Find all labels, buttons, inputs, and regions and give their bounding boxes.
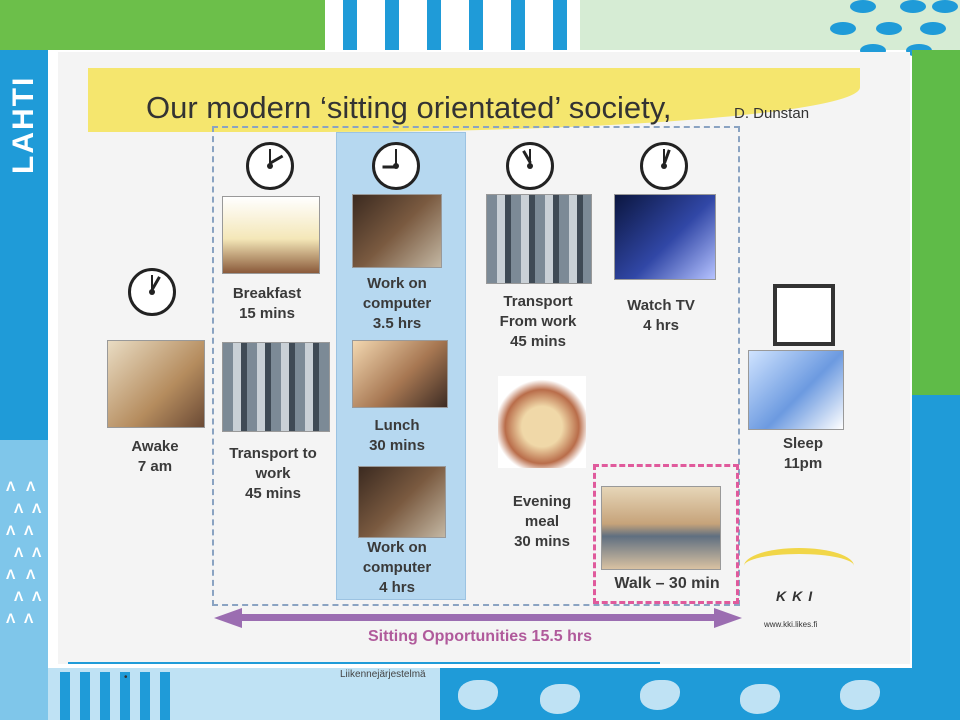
label-breakfast: Breakfast 15 mins [232, 285, 302, 322]
decor-green-block [0, 0, 325, 50]
kki-logo-arc [744, 548, 854, 584]
arrow-right-head [714, 608, 742, 628]
decor-bottom-stripe [140, 672, 150, 720]
decor-top-stripes [325, 0, 580, 50]
decor-right-green [912, 50, 960, 395]
evening-meal-illustration [498, 376, 586, 468]
decor-bottom-stripe [160, 672, 170, 720]
empty-clock-placeholder [773, 284, 835, 346]
label-work-computer-2: Work on computer 4 hrs [362, 539, 432, 596]
clock-icon [506, 142, 554, 190]
label-transport-to-work: Transport to work 45 mins [229, 445, 317, 502]
clock-icon [128, 268, 176, 316]
label-awake: Awake 7 am [131, 438, 179, 475]
decor-bottom-stripe [80, 672, 90, 720]
clock-icon [640, 142, 688, 190]
kki-logo: KKI [776, 588, 819, 604]
clock-icon [372, 142, 420, 190]
footer-divider [68, 662, 660, 664]
tv-photo [614, 194, 716, 280]
label-sleep: Sleep 11pm [782, 435, 824, 472]
sitting-arrow [240, 614, 716, 621]
traffic-photo [486, 194, 592, 284]
label-walk: Walk – 30 min [614, 575, 720, 592]
decor-bottom-right [440, 668, 960, 720]
beach-walk-photo [601, 486, 721, 570]
lunch-photo [352, 340, 448, 408]
footer-caption: Liikennejärjestelmä [340, 669, 426, 680]
decor-bottom-stripe [100, 672, 110, 720]
clock-icon [246, 142, 294, 190]
awake-photo [107, 340, 205, 428]
decor-bottom-stripe [60, 672, 70, 720]
traffic-photo [222, 342, 330, 432]
office-work-photo [358, 466, 446, 538]
label-transport-from-work: Transport From work 45 mins [499, 293, 577, 350]
office-work-photo [352, 194, 442, 268]
decor-lambda-pattern: Λ Λ Λ Λ Λ Λ Λ Λ Λ Λ Λ Λ Λ Λ [6, 478, 42, 626]
sitting-opportunities-label: Sitting Opportunities 15.5 hrs [368, 628, 593, 645]
label-evening-meal: Evening meal 30 mins [512, 493, 572, 550]
breakfast-photo [222, 196, 320, 274]
slide-title: Our modern ‘sitting orientated’ society, [146, 90, 672, 125]
label-watch-tv: Watch TV 4 hrs [627, 297, 695, 334]
footer-bullet: • [124, 672, 128, 683]
kki-url: www.kki.likes.fi [764, 620, 818, 629]
arrow-left-head [214, 608, 242, 628]
label-work-computer-1: Work on computer 3.5 hrs [362, 275, 432, 332]
label-lunch: Lunch 30 mins [369, 417, 425, 454]
sleep-photo [748, 350, 844, 430]
slide-author: D. Dunstan [734, 105, 810, 122]
lahti-logo: LAHTI [7, 75, 40, 175]
